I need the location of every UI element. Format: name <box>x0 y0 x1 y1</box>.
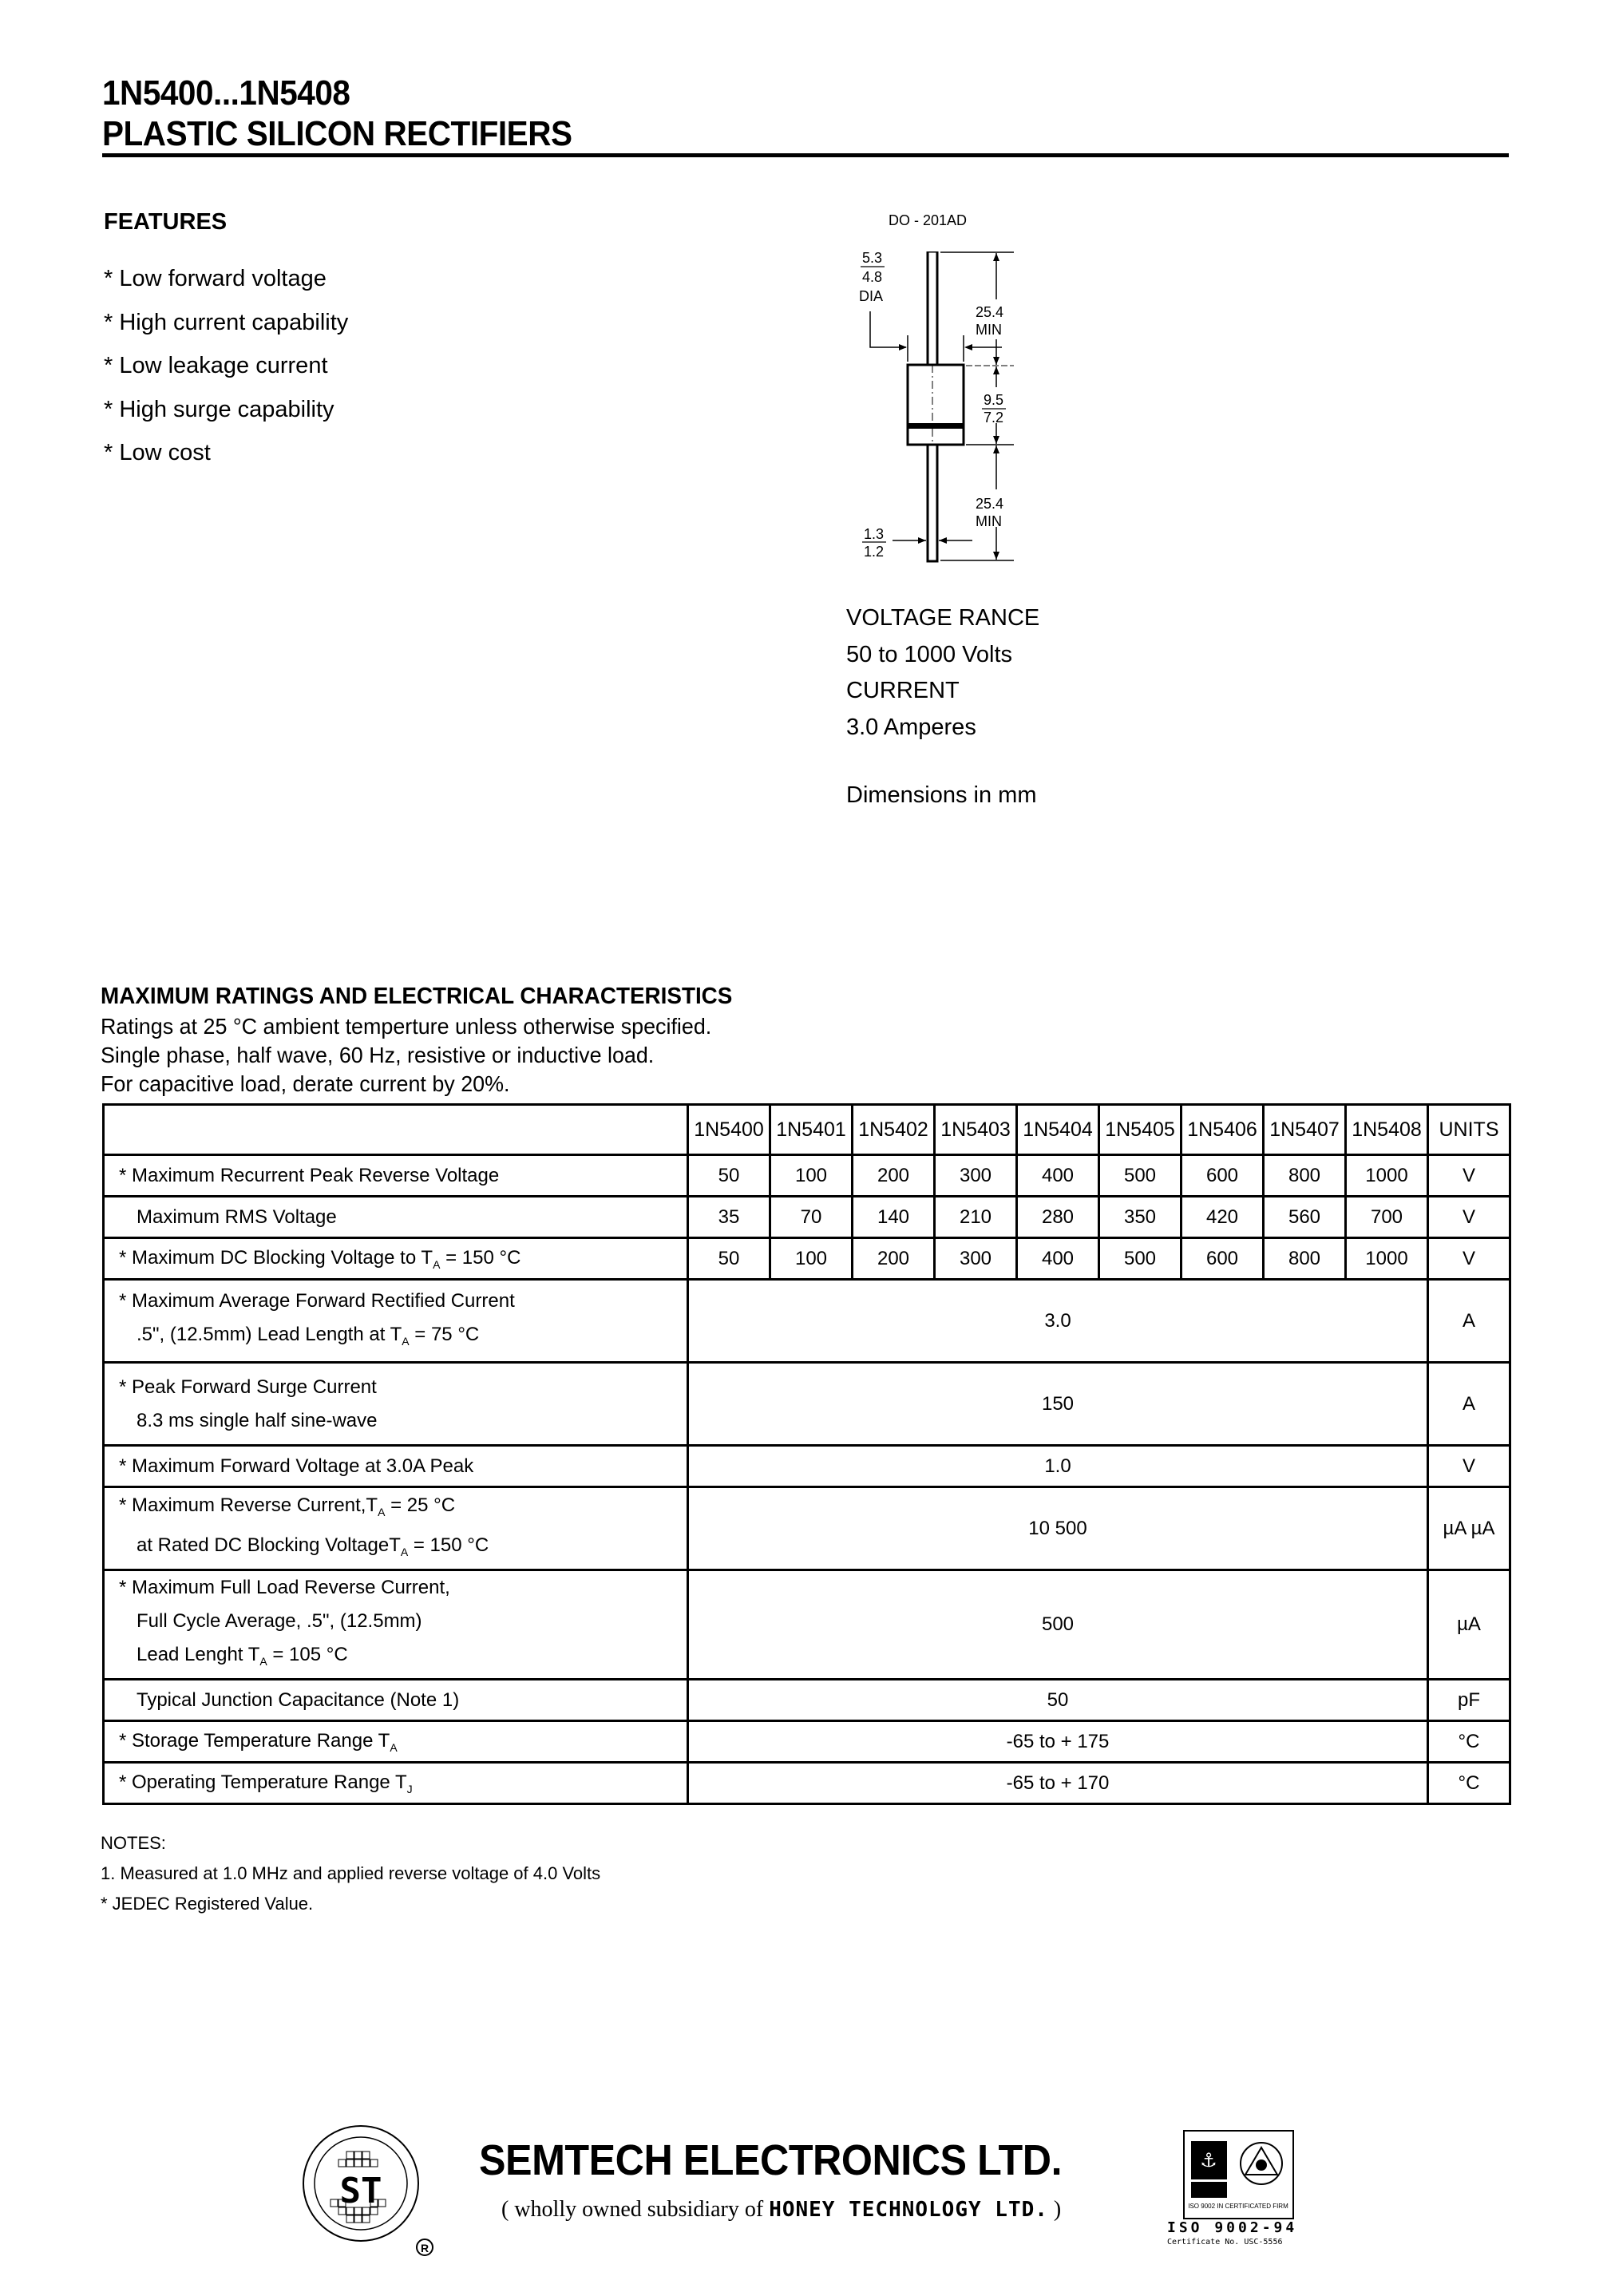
cell-value: 280 <box>1017 1197 1099 1238</box>
cell-value: 100 <box>770 1155 853 1197</box>
row-label: * Maximum Recurrent Peak Reverse Voltage <box>104 1155 688 1197</box>
iso-certificate-number: Certificate No. USC-5556 <box>1167 2238 1283 2247</box>
ratings-heading: MAXIMUM RATINGS AND ELECTRICAL CHARACTERISTICS <box>101 984 733 1009</box>
current-label: CURRENT <box>846 678 960 703</box>
dim-body-length-max: 9.5 <box>984 392 1004 408</box>
summary-block <box>846 600 1039 746</box>
parent-company: HONEY TECHNOLOGY LTD. <box>769 2198 1048 2222</box>
voltage-range-label: VOLTAGE RANCE <box>846 605 1040 631</box>
table-row <box>104 1680 1510 1721</box>
feature-item: * Low leakage current <box>104 353 328 378</box>
column-header: 1N5403 <box>935 1105 1017 1155</box>
cell-value: 300 <box>935 1155 1017 1197</box>
ratings-conditions <box>101 1012 711 1099</box>
feature-item: * Low cost <box>104 440 211 465</box>
cell-unit: °C <box>1428 1763 1510 1804</box>
condition-line: For capacitive load, derate current by 20%. <box>101 1071 510 1096</box>
row-label: * Operating Temperature Range $T_J$ <box>104 1763 688 1804</box>
dim-lead-length-bottom-label: MIN <box>976 513 1002 529</box>
svg-text:ISO 9002 IN CERTIFICATED FIRM: ISO 9002 IN CERTIFICATED FIRM <box>1188 2203 1288 2210</box>
column-header: 1N5401 <box>770 1105 853 1155</box>
cell-value: 200 <box>853 1238 935 1280</box>
current-value: 3.0 Amperes <box>846 714 976 740</box>
column-header: 1N5406 <box>1182 1105 1264 1155</box>
condition-line: Ratings at 25 °C ambient temperture unless otherwise specified. <box>101 1014 712 1039</box>
table-row <box>104 1446 1510 1487</box>
cell-unit: A <box>1428 1363 1510 1446</box>
feature-item: * High current capability <box>104 309 349 335</box>
table-row <box>104 1570 1510 1680</box>
cell-unit: V <box>1428 1197 1510 1238</box>
svg-text:ST: ST <box>339 2171 382 2211</box>
cell-unit-pair: µA µA <box>1428 1487 1510 1570</box>
notes-section <box>101 1828 600 1919</box>
dim-body-dia-max: 5.3 <box>862 251 883 266</box>
part-range-title: 1N5400...1N5408 <box>102 73 350 113</box>
cell-value: 500 <box>688 1570 1428 1680</box>
cell-unit: µA <box>1428 1570 1510 1680</box>
cell-value: 50 <box>688 1155 770 1197</box>
cell-value: 420 <box>1182 1197 1264 1238</box>
column-header: 1N5400 <box>688 1105 770 1155</box>
cell-unit: V <box>1428 1238 1510 1280</box>
cell-unit: V <box>1428 1446 1510 1487</box>
dim-lead-length-bottom: 25.4 <box>976 496 1004 512</box>
title-rule <box>102 153 1509 157</box>
features-heading: FEATURES <box>104 209 228 235</box>
dim-lead-length-top: 25.4 <box>976 304 1004 320</box>
row-label: Maximum RMS Voltage <box>104 1197 688 1238</box>
cell-value: 560 <box>1264 1197 1346 1238</box>
dim-body-length-min: 7.2 <box>984 410 1004 426</box>
cell-value: 1000 <box>1346 1238 1428 1280</box>
table-row <box>104 1363 1510 1446</box>
column-header: 1N5404 <box>1017 1105 1099 1155</box>
table-row <box>104 1721 1510 1763</box>
cell-value: 700 <box>1346 1197 1428 1238</box>
cell-unit: °C <box>1428 1721 1510 1763</box>
column-header: 1N5405 <box>1099 1105 1182 1155</box>
subsidiary-line: ( wholly owned subsidiary of HONEY TECHNOLOGY LTD. ) <box>501 2197 1062 2222</box>
cell-value: 400 <box>1017 1155 1099 1197</box>
dim-lead-dia-min: 1.2 <box>864 544 885 560</box>
row-label: * Maximum Full Load Reverse Current, Full Cycle Average, .5", (12.5mm) Lead Lenght $T_A = 105$ °C <box>104 1570 688 1680</box>
table-row <box>104 1487 1510 1570</box>
row-label: * Maximum Reverse $Current,T_A = 25$ °C at Rated DC Blocking VoltageT$_A$ = 150 °C <box>104 1487 688 1570</box>
cell-value: 300 <box>935 1238 1017 1280</box>
units-header: UNITS <box>1428 1105 1510 1155</box>
cell-value: 70 <box>770 1197 853 1238</box>
cell-value: 500 <box>1099 1155 1182 1197</box>
iso-text <box>1167 2221 1297 2250</box>
iso-standard: ISO 9002-94 <box>1167 2219 1298 2236</box>
cell-value: 400 <box>1017 1238 1099 1280</box>
row-label: * Peak Forward Surge Current 8.3 ms single half sine-wave <box>104 1363 688 1446</box>
cell-unit: A <box>1428 1280 1510 1363</box>
row-label: * Maximum DC Blocking Voltage to $T_A = 150$ °C <box>104 1238 688 1280</box>
cell-value: 1.0 <box>688 1446 1428 1487</box>
company-logo-icon <box>297 2120 441 2263</box>
features-list <box>104 257 348 475</box>
table-header-row <box>104 1105 1510 1155</box>
dim-body-dia-min: 4.8 <box>862 269 883 285</box>
column-header: 1N5402 <box>853 1105 935 1155</box>
dim-lead-length-top-label: MIN <box>976 322 1002 338</box>
cell-value: 35 <box>688 1197 770 1238</box>
cell-value: 3.0 <box>688 1280 1428 1363</box>
cell-unit: V <box>1428 1155 1510 1197</box>
cell-value: 500 <box>1099 1238 1182 1280</box>
package-outline-diagram <box>846 251 1054 571</box>
note-item: * JEDEC Registered Value. <box>101 1894 314 1914</box>
product-title: PLASTIC SILICON RECTIFIERS <box>102 114 572 153</box>
cell-value: -65 to + 170 <box>688 1763 1428 1804</box>
cell-value: -65 to + 175 <box>688 1721 1428 1763</box>
cell-value: 140 <box>853 1197 935 1238</box>
column-header: 1N5408 <box>1346 1105 1428 1155</box>
dim-lead-dia-max: 1.3 <box>864 526 885 542</box>
condition-line: Single phase, half wave, 60 Hz, resistive or inductive load. <box>101 1043 655 1067</box>
cell-value: 1000 <box>1346 1155 1428 1197</box>
cell-value: 210 <box>935 1197 1017 1238</box>
company-name: SEMTECH ELECTRONICS LTD. <box>479 2136 1063 2184</box>
header-blank <box>104 1105 688 1155</box>
ratings-table <box>102 1103 1511 1805</box>
svg-text:⚓: ⚓ <box>1200 2149 1217 2171</box>
table-row <box>104 1197 1510 1238</box>
table-row <box>104 1238 1510 1280</box>
table-row <box>104 1155 1510 1197</box>
cell-value: 800 <box>1264 1155 1346 1197</box>
cell-value: 100 <box>770 1238 853 1280</box>
cell-value: 350 <box>1099 1197 1182 1238</box>
cell-value: 200 <box>853 1155 935 1197</box>
table-row <box>104 1280 1510 1363</box>
svg-text:R: R <box>420 2242 429 2254</box>
package-name: DO - 201AD <box>889 212 968 228</box>
notes-heading: NOTES: <box>101 1833 166 1853</box>
row-label: * Maximum Average Forward Rectified Current .5", (12.5mm) Lead Length at $T_A = 75$ °C <box>104 1280 688 1363</box>
cell-value: 150 <box>688 1363 1428 1446</box>
row-label: * Storage Temperature Range $T_A$ <box>104 1721 688 1763</box>
cell-value-pair: 10 500 <box>688 1487 1428 1570</box>
voltage-range-value: 50 to 1000 Volts <box>846 641 1012 667</box>
table-row <box>104 1763 1510 1804</box>
cell-value: 600 <box>1182 1155 1264 1197</box>
feature-item: * High surge capability <box>104 396 334 422</box>
cell-value: 50 <box>688 1238 770 1280</box>
column-header: 1N5407 <box>1264 1105 1346 1155</box>
row-label: * Maximum Forward Voltage at 3.0A Peak <box>104 1446 688 1487</box>
note-item: 1. Measured at 1.0 MHz and applied reverse voltage of 4.0 Volts <box>101 1863 601 1883</box>
cell-unit: pF <box>1428 1680 1510 1721</box>
iso-certification-badge-icon <box>1183 2130 1294 2219</box>
dimensions-note: Dimensions in mm <box>846 782 1037 808</box>
row-label: Typical Junction Capacitance (Note 1) <box>104 1680 688 1721</box>
feature-item: * Low forward voltage <box>104 266 327 291</box>
dim-body-dia-label: DIA <box>859 288 884 304</box>
cell-value: 600 <box>1182 1238 1264 1280</box>
cell-value: 50 <box>688 1680 1428 1721</box>
cell-value: 800 <box>1264 1238 1346 1280</box>
